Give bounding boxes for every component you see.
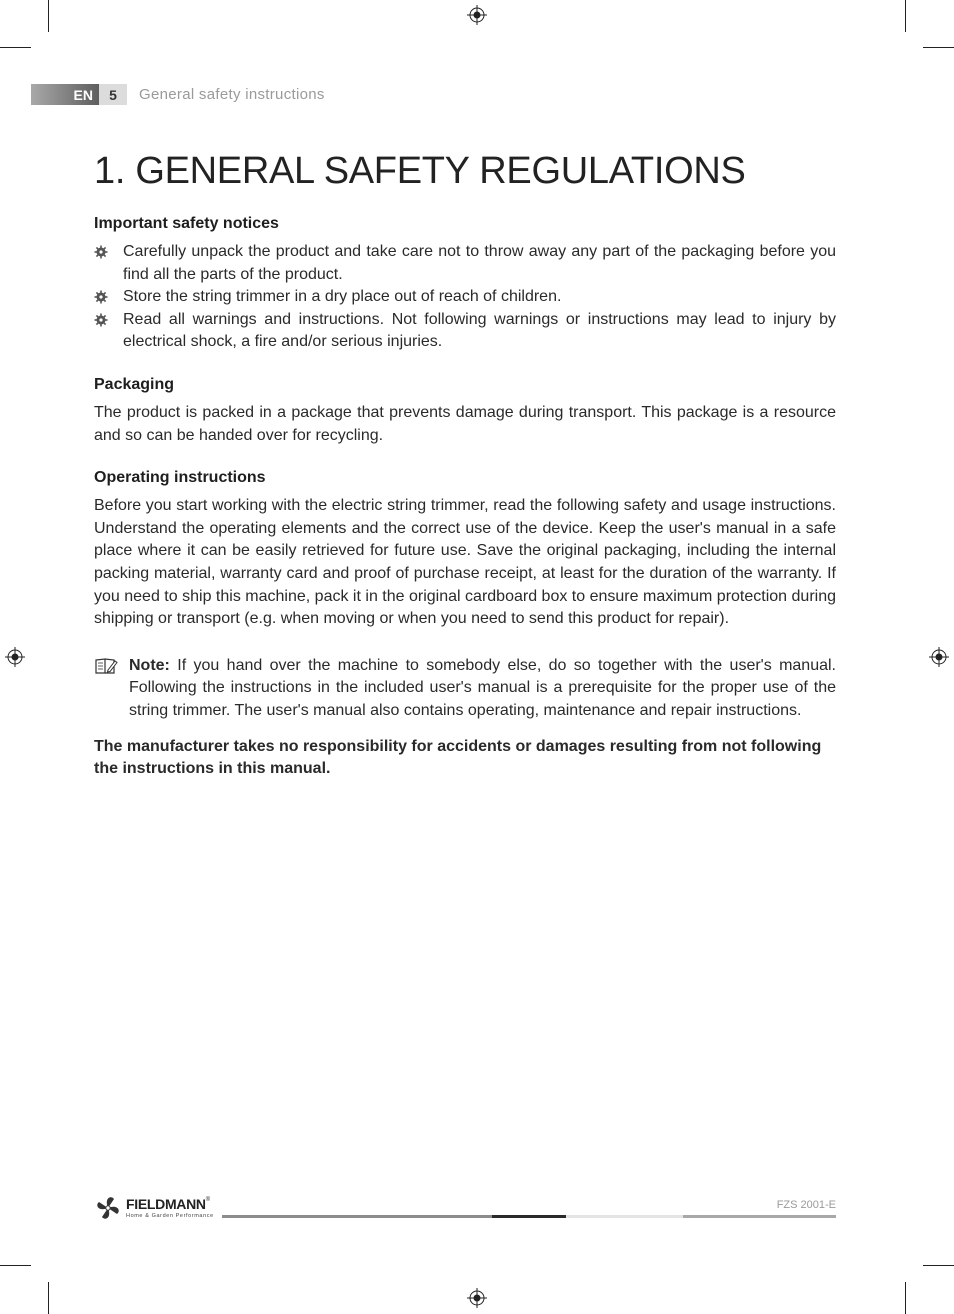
crop-mark [905, 1282, 906, 1314]
section-heading: Important safety notices [94, 215, 279, 232]
footer-bar [492, 1215, 566, 1218]
disclaimer: The manufacturer takes no responsibility for accidents or damages resulting from not following the instructions in this manual. [94, 737, 822, 778]
note-text-paragraph [129, 655, 836, 723]
language-badge: EN [31, 84, 99, 105]
registered-mark: ® [205, 1196, 211, 1203]
brand-logo [94, 1193, 224, 1223]
crop-mark [48, 1282, 49, 1314]
bullet-list [94, 241, 836, 354]
registration-mark-icon [467, 5, 487, 25]
section-operating [94, 469, 836, 631]
list-item-text: Carefully unpack the product and take care not to throw away any part of the packaging before you find all the parts of the product. [123, 243, 836, 283]
section-text: Before you start working with the electric string trimmer, read the following safety and usage instructions. Understand the operating elements and the correct use of the device. Keep the user's manual in a safe place where it can be easily retrieved for future use. Save the original packaging, including the internal packing material, warranty card and proof of purchase receipt, at least for the duration of the warranty. If you need to ship this machine, pack it in the original cardboard box to ensure maximum protection during shipping or transport (e.g. when moving or when you need to send this product for repair). [94, 497, 836, 628]
logo-text [126, 1197, 214, 1220]
page-number: 5 [99, 84, 127, 105]
crop-mark [923, 47, 954, 48]
fan-logo-icon [94, 1194, 122, 1222]
note-block [94, 655, 836, 723]
section-heading: Packaging [94, 375, 175, 393]
list-item [94, 309, 836, 354]
crop-mark [923, 1265, 954, 1266]
brand-name: FIELDMANN [126, 1195, 206, 1212]
footer-bar [683, 1215, 836, 1218]
gear-bullet-icon [94, 313, 108, 327]
section-packaging [94, 376, 836, 447]
page-header [31, 84, 325, 105]
list-item-text: Read all warnings and instructions. Not following warnings or instructions may lead to injury by electrical shock, a fire and/or serious injuries. [123, 310, 836, 351]
brand-tagline: Home & Garden Performance [126, 1212, 214, 1219]
gear-bullet-icon [94, 290, 108, 304]
list-item [94, 241, 836, 286]
crop-mark [0, 1265, 31, 1266]
section-heading: Operating instructions [94, 469, 266, 487]
registration-mark-icon [467, 1288, 487, 1308]
note-label: Note: [129, 656, 170, 674]
main-content [94, 150, 836, 781]
header-title: General safety instructions [139, 86, 325, 103]
list-item-text: Store the string trimmer in a dry place out of reach of children. [123, 288, 562, 306]
registration-mark-icon [5, 647, 25, 667]
crop-mark [48, 0, 49, 32]
crop-mark [0, 47, 31, 48]
page-title: 1. GENERAL SAFETY REGULATIONS [94, 150, 746, 192]
gear-bullet-icon [94, 245, 108, 259]
footer-bar [566, 1215, 683, 1218]
section-text: The product is packed in a package that prevents damage during transport. This package is a resource and so can be handed over for recycling. [94, 403, 836, 444]
brand-name-line [126, 1197, 214, 1213]
section-important [94, 215, 836, 354]
registration-mark-icon [929, 647, 949, 667]
list-item [94, 286, 836, 309]
crop-mark [905, 0, 906, 32]
note-text: If you hand over the machine to somebody else, do so together with the user's manual. Following the instructions in the included user's manual is a prerequisite for the proper use of the string trimmer. The user's manual also contains operating, maintenance and repair instructions. [129, 656, 837, 719]
footer-bar [222, 1215, 492, 1218]
model-number: FZS 2001-E [776, 1199, 836, 1211]
open-book-icon [94, 657, 118, 675]
